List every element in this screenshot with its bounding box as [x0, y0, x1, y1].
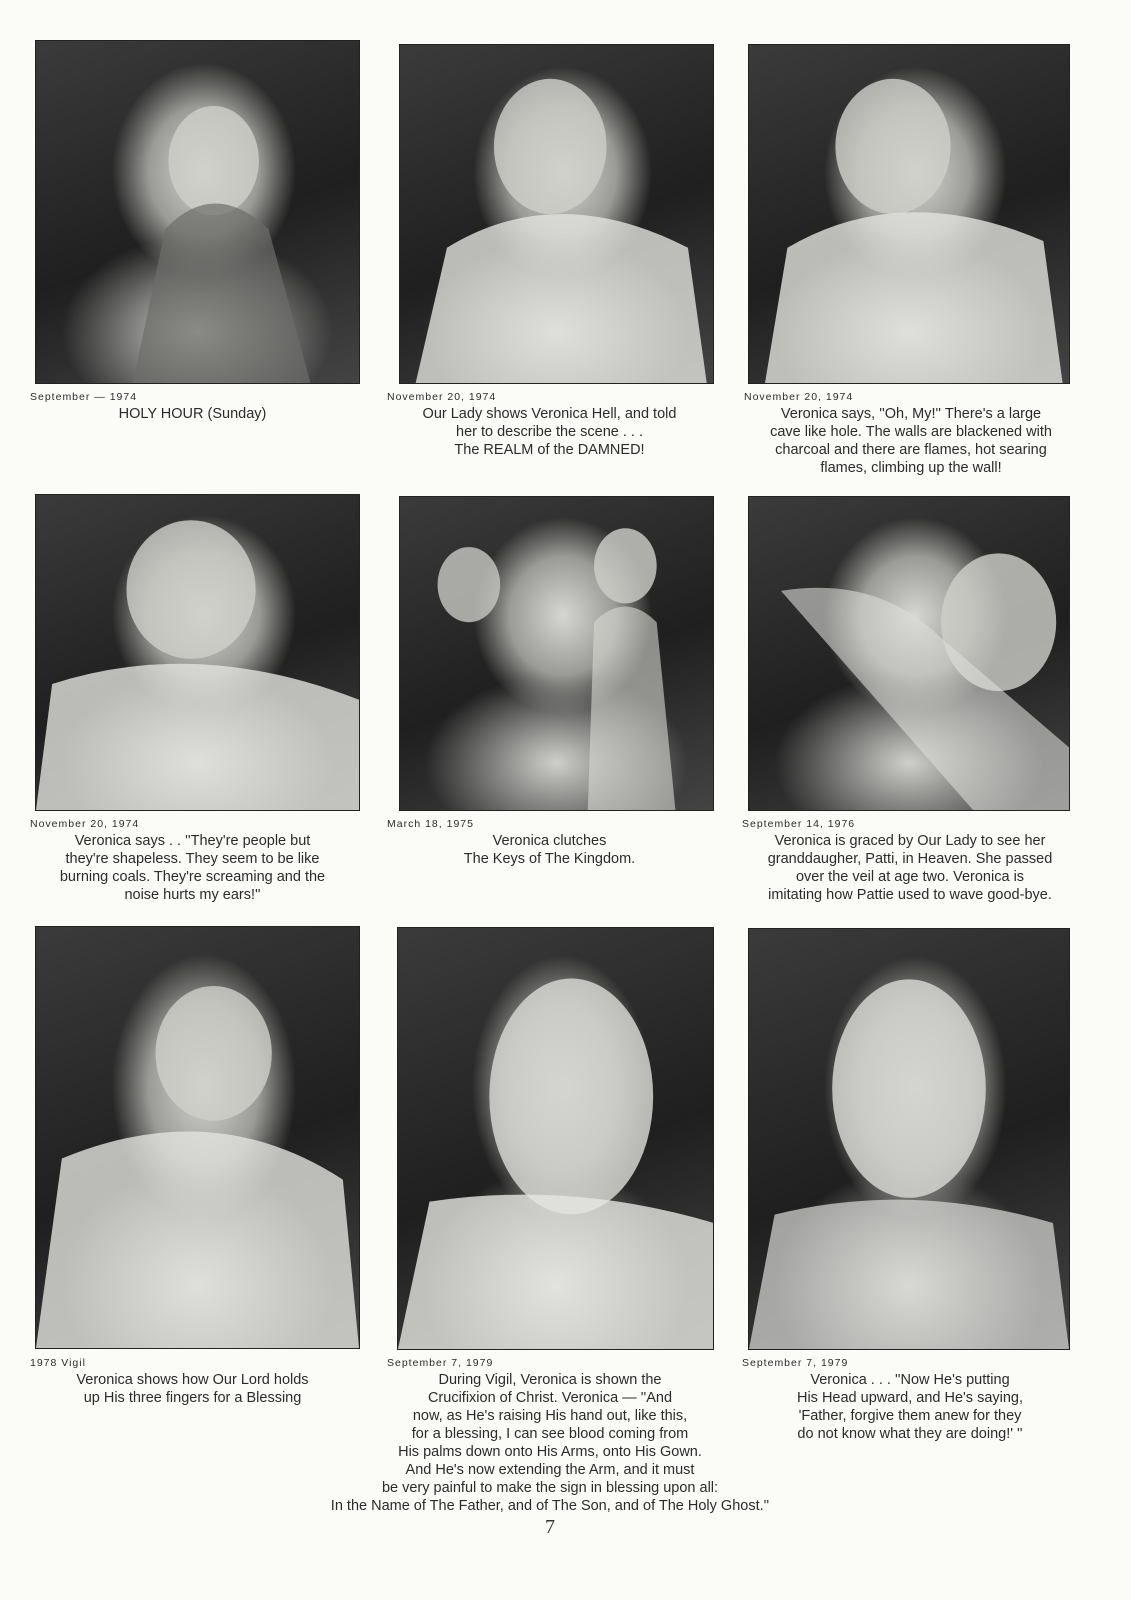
- caption-text: Veronica is graced by Our Lady to see her granddaugher, Patti, in Heaven. She passed over the veil at age two. Veronica is imitating how Pattie used to wave good-bye.: [767, 833, 1053, 903]
- page-number: 7: [545, 1516, 555, 1538]
- photo-nov-1974-c: [35, 494, 360, 811]
- photo-sep-1976: [748, 496, 1070, 811]
- caption-9: [742, 1356, 1078, 1443]
- caption-date: November 20, 1974: [30, 818, 140, 830]
- caption-text: During Vigil, Veronica is shown the Crucifixion of Christ. Veronica — ''And now, as He's raising His hand out, like this, for a blessing, I can see blood coming from His palms down onto His Arms, onto His Gown. And He's now extending the Arm, and it must be very painful to make the sign in blessing upon all: In the Name of The Father, and of The Son, and of The Holy Ghost.'': [330, 1372, 770, 1514]
- photo-holy-hour-1974: [35, 40, 360, 384]
- photo-nov-1974-b: [748, 44, 1070, 384]
- photo-mar-1975: [399, 496, 714, 811]
- caption-text: Veronica . . . ''Now He's putting His Head upward, and He's saying, 'Father, forgive them anew for they do not know what they are doing!' '': [796, 1372, 1024, 1442]
- caption-date: September 7, 1979: [387, 1357, 494, 1369]
- caption-date: 1978 Vigil: [30, 1357, 86, 1369]
- caption-date: September 7, 1979: [742, 1357, 849, 1369]
- caption-3: [744, 390, 1078, 477]
- caption-text: HOLY HOUR (Sunday): [118, 406, 267, 422]
- photo-sep-1979-b: [748, 928, 1070, 1350]
- caption-1: [30, 390, 355, 423]
- caption-6: [742, 817, 1078, 904]
- caption-date: March 18, 1975: [387, 818, 474, 830]
- caption-text: Veronica says . . ''They're people but they're shapeless. They seem to be like burning coals. They're screaming and the noise hurts my ears!'': [59, 833, 326, 903]
- photo-1978-vigil: [35, 926, 360, 1349]
- caption-date: November 20, 1974: [744, 391, 854, 403]
- caption-date: September 14, 1976: [742, 818, 856, 830]
- caption-5: [387, 817, 712, 868]
- caption-text: Veronica says, ''Oh, My!'' There's a large cave like hole. The walls are blackened with charcoal and there are flames, hot searing flames, climbing up the wall!: [770, 406, 1052, 476]
- caption-2: [387, 390, 712, 459]
- photo-nov-1974-a: [399, 44, 714, 384]
- caption-text: Veronica clutches The Keys of The Kingdom.: [463, 833, 636, 867]
- caption-date: September — 1974: [30, 391, 138, 403]
- caption-date: November 20, 1974: [387, 391, 497, 403]
- caption-text: Veronica shows how Our Lord holds up His three fingers for a Blessing: [76, 1372, 309, 1406]
- photo-sep-1979-a: [397, 927, 714, 1350]
- caption-4: [30, 817, 355, 904]
- caption-text: Our Lady shows Veronica Hell, and told her to describe the scene . . . The REALM of the DAMNED!: [422, 406, 677, 458]
